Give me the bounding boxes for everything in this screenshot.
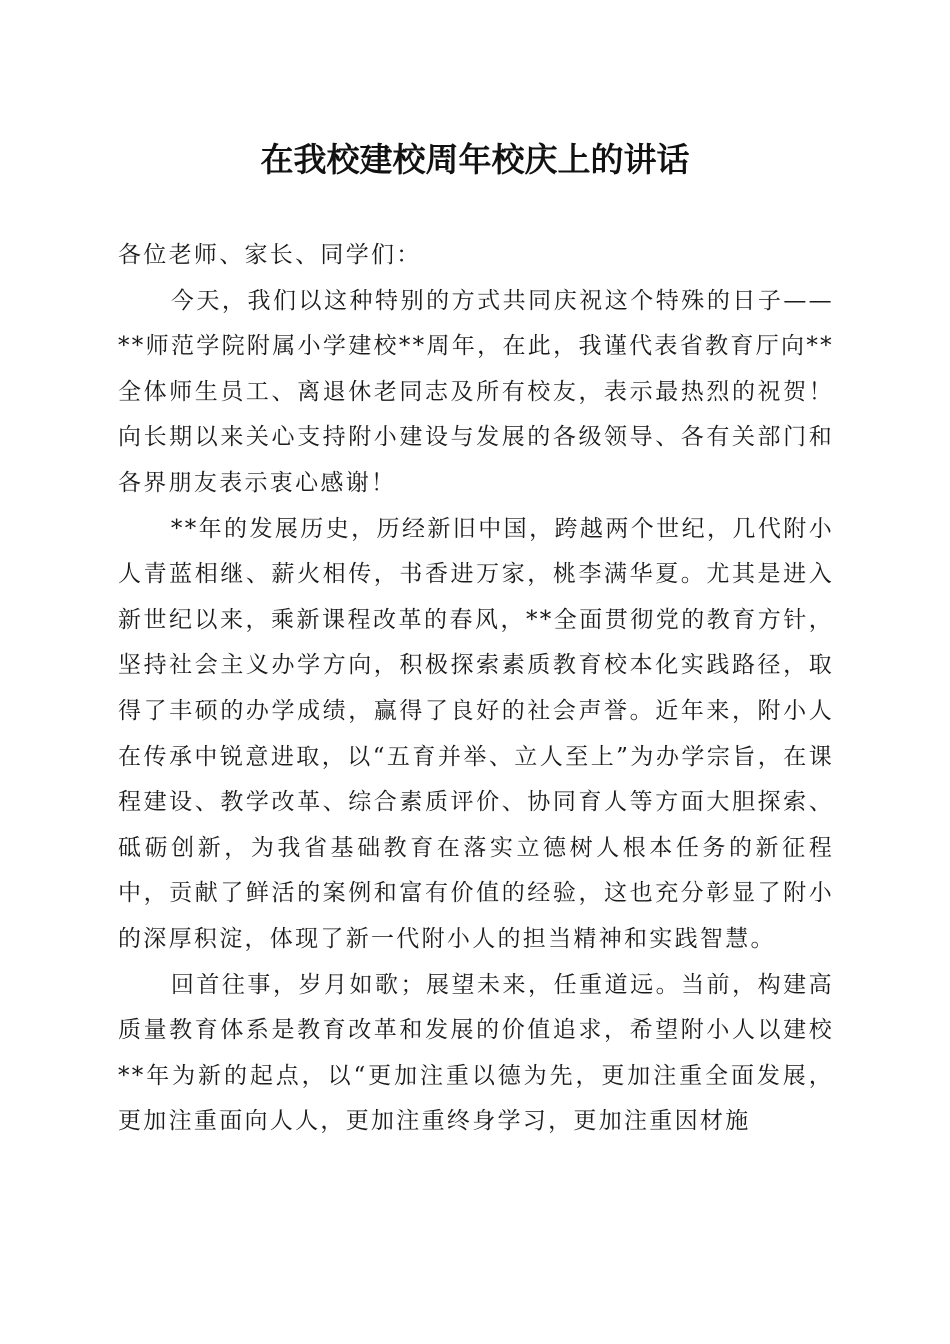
document-title: 在我校建校周年校庆上的讲话 bbox=[260, 140, 690, 179]
paragraph-outlook: 回首往事，岁月如歌；展望未来，任重道远。当前，构建高质量教育体系是教育改革和发展的价值追求，希望附小人以建校**年为新的起点，以“更加注重以德为先，更加注重全面发展，更加注重面向人人，更加注重终身学习，更加注重因材施 bbox=[118, 971, 834, 1135]
paragraph-opening: 今天，我们以这种特别的方式共同庆祝这个特殊的日子——**师范学院附属小学建校**周年，在此，我谨代表省教育厅向**全体师生员工、离退休老同志及所有校友，表示最热烈的祝贺！向长期以来关心支持附小建设与发展的各级领导、各有关部门和各界朋友表示衷心感谢！ bbox=[118, 287, 834, 496]
paragraph-history: **年的发展历史，历经新旧中国，跨越两个世纪，几代附小人青蓝相继、薪火相传，书香进万家，桃李满华夏。尤其是进入新世纪以来，乘新课程改革的春风，**全面贯彻党的教育方针，坚持社会主义办学方向，积极探索素质教育校本化实践路径，取得了丰硕的办学成绩，赢得了良好的社会声誉。近年来，附小人在传承中锐意进取，以“五育并举、立人至上”为办学宗旨，在课程建设、教学改革、综合素质评价、协同育人等方面大胆探索、砥砺创新，为我省基础教育在落实立德树人根本任务的新征程中，贡献了鲜活的案例和富有价值的经验，这也充分彰显了附小的深厚积淀，体现了新一代附小人的担当精神和实践智慧。 bbox=[118, 515, 834, 952]
document-body bbox=[118, 233, 834, 1145]
salutation: 各位老师、家长、同学们： bbox=[118, 242, 422, 268]
